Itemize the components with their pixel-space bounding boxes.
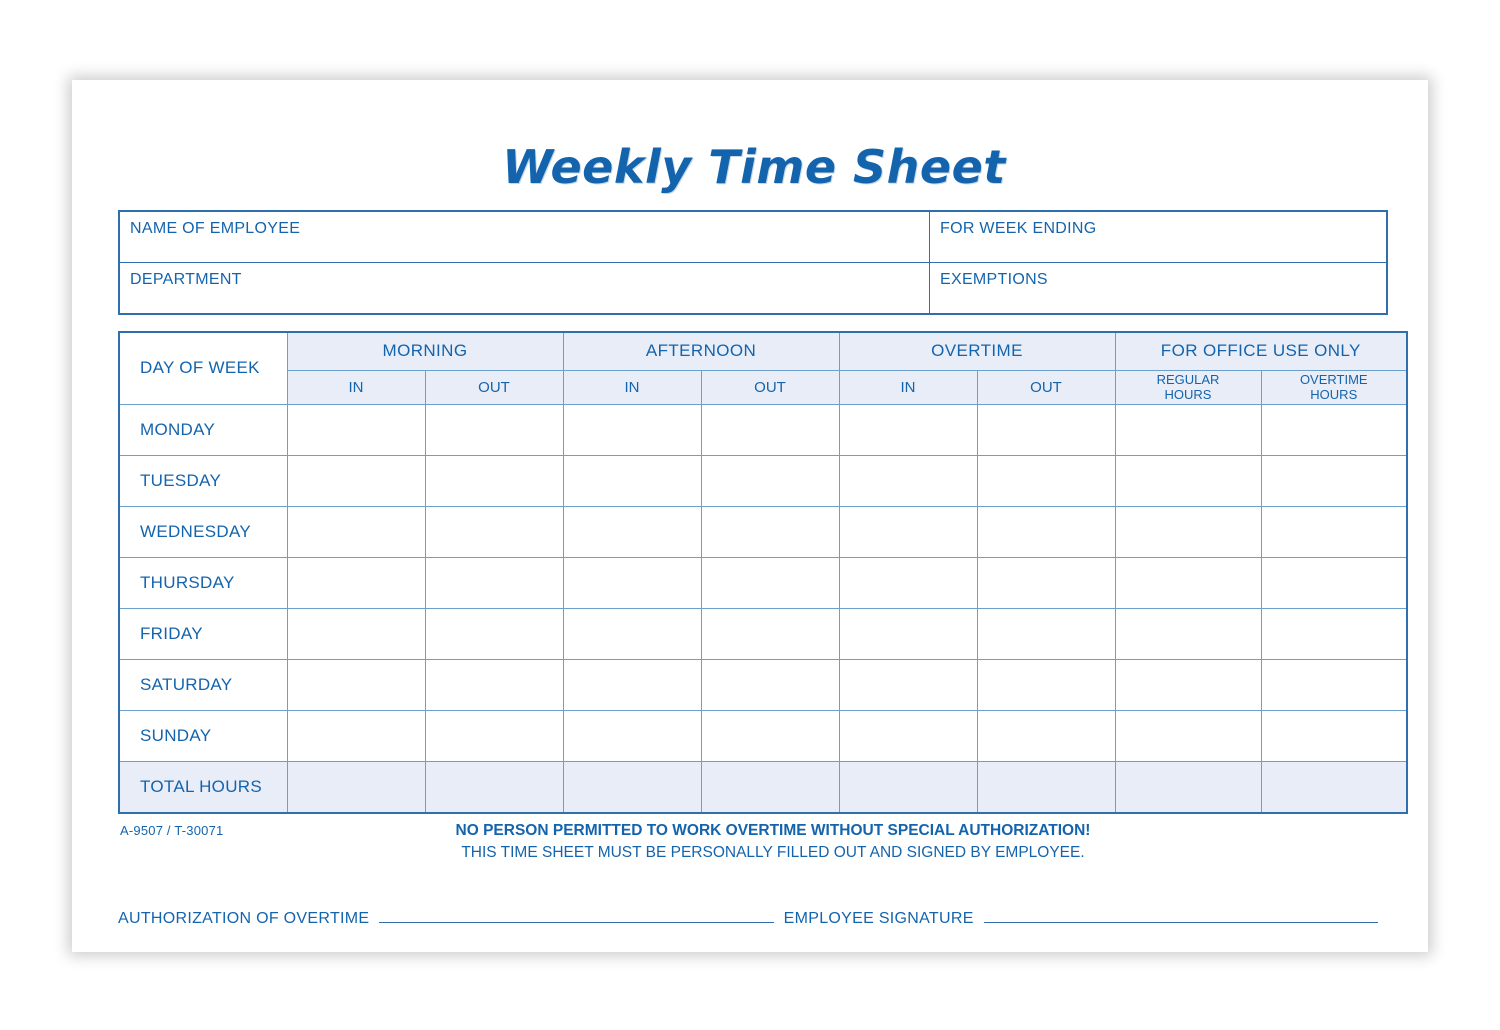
cell-thursday-afternoon-out[interactable] [701, 557, 839, 608]
cell-total-overtime-hours[interactable] [1261, 761, 1407, 813]
column-header-day-of-week: DAY OF WEEK [119, 332, 287, 404]
column-header-regular-hours-line1: REGULAR [1156, 372, 1220, 387]
cell-thursday-morning-in[interactable] [287, 557, 425, 608]
employee-info-row-1 [120, 212, 1386, 263]
cell-sunday-morning-out[interactable] [425, 710, 563, 761]
field-label: NAME OF EMPLOYEE [130, 220, 301, 237]
group-header-morning: MORNING [287, 332, 563, 370]
cell-saturday-morning-out[interactable] [425, 659, 563, 710]
group-header-overtime: OVERTIME [839, 332, 1115, 370]
cell-sunday-morning-in[interactable] [287, 710, 425, 761]
employee-signature-label: EMPLOYEE SIGNATURE [783, 910, 974, 927]
column-header-overtime-out: OUT [977, 370, 1115, 404]
cell-friday-morning-in[interactable] [287, 608, 425, 659]
cell-friday-overtime-out[interactable] [977, 608, 1115, 659]
cell-monday-afternoon-in[interactable] [563, 404, 701, 455]
cell-monday-overtime-out[interactable] [977, 404, 1115, 455]
cell-tuesday-overtime-hours[interactable] [1261, 455, 1407, 506]
cell-monday-overtime-hours[interactable] [1261, 404, 1407, 455]
table-row [119, 659, 1407, 710]
cell-tuesday-afternoon-out[interactable] [701, 455, 839, 506]
employee-info-box [118, 210, 1388, 315]
cell-tuesday-afternoon-in[interactable] [563, 455, 701, 506]
field-for-week-ending[interactable] [930, 212, 1386, 262]
field-label: FOR WEEK ENDING [940, 220, 1097, 237]
cell-saturday-morning-in[interactable] [287, 659, 425, 710]
cell-thursday-overtime-hours[interactable] [1261, 557, 1407, 608]
row-label-wednesday: WEDNESDAY [119, 506, 287, 557]
cell-wednesday-overtime-out[interactable] [977, 506, 1115, 557]
cell-total-morning-in[interactable] [287, 761, 425, 813]
overtime-notice [118, 820, 1388, 864]
cell-sunday-regular-hours[interactable] [1115, 710, 1261, 761]
row-label-thursday: THURSDAY [119, 557, 287, 608]
cell-friday-regular-hours[interactable] [1115, 608, 1261, 659]
cell-saturday-afternoon-in[interactable] [563, 659, 701, 710]
cell-thursday-overtime-in[interactable] [839, 557, 977, 608]
cell-saturday-overtime-hours[interactable] [1261, 659, 1407, 710]
cell-monday-regular-hours[interactable] [1115, 404, 1261, 455]
cell-tuesday-overtime-in[interactable] [839, 455, 977, 506]
table-row [119, 710, 1407, 761]
column-header-overtime-hours-line1: OVERTIME [1299, 372, 1368, 387]
field-name-of-employee[interactable] [120, 212, 930, 262]
form-code: A-9507 / T-30071 [120, 823, 224, 838]
cell-wednesday-afternoon-out[interactable] [701, 506, 839, 557]
cell-wednesday-overtime-in[interactable] [839, 506, 977, 557]
cell-thursday-regular-hours[interactable] [1115, 557, 1261, 608]
cell-wednesday-afternoon-in[interactable] [563, 506, 701, 557]
column-header-overtime-hours-line2: HOURS [1310, 387, 1358, 402]
cell-total-afternoon-out[interactable] [701, 761, 839, 813]
cell-friday-overtime-in[interactable] [839, 608, 977, 659]
signature-row [118, 910, 1388, 928]
cell-sunday-afternoon-out[interactable] [701, 710, 839, 761]
timesheet-paper [72, 80, 1428, 952]
cell-thursday-overtime-out[interactable] [977, 557, 1115, 608]
table-row [119, 608, 1407, 659]
cell-total-overtime-out[interactable] [977, 761, 1115, 813]
timesheet-table [118, 331, 1408, 814]
column-header-afternoon-out: OUT [701, 370, 839, 404]
column-header-overtime-in: IN [839, 370, 977, 404]
field-department[interactable] [120, 263, 930, 313]
cell-saturday-afternoon-out[interactable] [701, 659, 839, 710]
cell-tuesday-regular-hours[interactable] [1115, 455, 1261, 506]
field-exemptions[interactable] [930, 263, 1386, 313]
table-row [119, 404, 1407, 455]
table-row [119, 506, 1407, 557]
row-label-saturday: SATURDAY [119, 659, 287, 710]
employee-info-row-2 [120, 263, 1386, 313]
cell-friday-overtime-hours[interactable] [1261, 608, 1407, 659]
cell-total-regular-hours[interactable] [1115, 761, 1261, 813]
group-header-office-use: FOR OFFICE USE ONLY [1115, 332, 1407, 370]
cell-monday-overtime-in[interactable] [839, 404, 977, 455]
cell-tuesday-overtime-out[interactable] [977, 455, 1115, 506]
cell-monday-morning-in[interactable] [287, 404, 425, 455]
table-row [119, 455, 1407, 506]
cell-monday-afternoon-out[interactable] [701, 404, 839, 455]
cell-total-overtime-in[interactable] [839, 761, 977, 813]
page-title: Weekly Time Sheet [502, 140, 1006, 194]
cell-sunday-overtime-hours[interactable] [1261, 710, 1407, 761]
row-label-friday: FRIDAY [119, 608, 287, 659]
cell-tuesday-morning-in[interactable] [287, 455, 425, 506]
cell-wednesday-regular-hours[interactable] [1115, 506, 1261, 557]
column-header-morning-in: IN [287, 370, 425, 404]
table-group-header-row [119, 332, 1407, 370]
cell-friday-afternoon-in[interactable] [563, 608, 701, 659]
footer-notice-area [118, 820, 1388, 870]
cell-wednesday-morning-in[interactable] [287, 506, 425, 557]
row-label-total-hours: TOTAL HOURS [119, 761, 287, 813]
row-label-tuesday: TUESDAY [119, 455, 287, 506]
cell-tuesday-morning-out[interactable] [425, 455, 563, 506]
cell-total-morning-out[interactable] [425, 761, 563, 813]
table-sub-header-row [119, 370, 1407, 404]
cell-monday-morning-out[interactable] [425, 404, 563, 455]
field-label: EXEMPTIONS [940, 271, 1048, 288]
column-header-regular-hours [1115, 370, 1261, 404]
cell-wednesday-morning-out[interactable] [425, 506, 563, 557]
cell-thursday-afternoon-in[interactable] [563, 557, 701, 608]
field-label: DEPARTMENT [130, 271, 242, 288]
column-header-regular-hours-line2: HOURS [1164, 387, 1212, 402]
row-label-monday: MONDAY [119, 404, 287, 455]
column-header-afternoon-in: IN [563, 370, 701, 404]
overtime-notice-line1: NO PERSON PERMITTED TO WORK OVERTIME WITHOUT SPECIAL AUTHORIZATION! [455, 822, 1091, 839]
table-row [119, 557, 1407, 608]
cell-total-afternoon-in[interactable] [563, 761, 701, 813]
cell-sunday-overtime-in[interactable] [839, 710, 977, 761]
cell-sunday-overtime-out[interactable] [977, 710, 1115, 761]
cell-thursday-morning-out[interactable] [425, 557, 563, 608]
authorization-of-overtime-line[interactable] [379, 921, 773, 923]
cell-saturday-regular-hours[interactable] [1115, 659, 1261, 710]
overtime-notice-line2: THIS TIME SHEET MUST BE PERSONALLY FILLED OUT AND SIGNED BY EMPLOYEE. [461, 844, 1085, 861]
column-header-morning-out: OUT [425, 370, 563, 404]
column-header-overtime-hours [1261, 370, 1407, 404]
cell-sunday-afternoon-in[interactable] [563, 710, 701, 761]
cell-wednesday-overtime-hours[interactable] [1261, 506, 1407, 557]
group-header-afternoon: AFTERNOON [563, 332, 839, 370]
cell-saturday-overtime-in[interactable] [839, 659, 977, 710]
cell-saturday-overtime-out[interactable] [977, 659, 1115, 710]
employee-signature-line[interactable] [984, 921, 1378, 923]
timesheet-content [118, 102, 1390, 928]
table-total-row [119, 761, 1407, 813]
row-label-sunday: SUNDAY [119, 710, 287, 761]
authorization-of-overtime-label: AUTHORIZATION OF OVERTIME [118, 910, 370, 927]
cell-friday-morning-out[interactable] [425, 608, 563, 659]
cell-friday-afternoon-out[interactable] [701, 608, 839, 659]
